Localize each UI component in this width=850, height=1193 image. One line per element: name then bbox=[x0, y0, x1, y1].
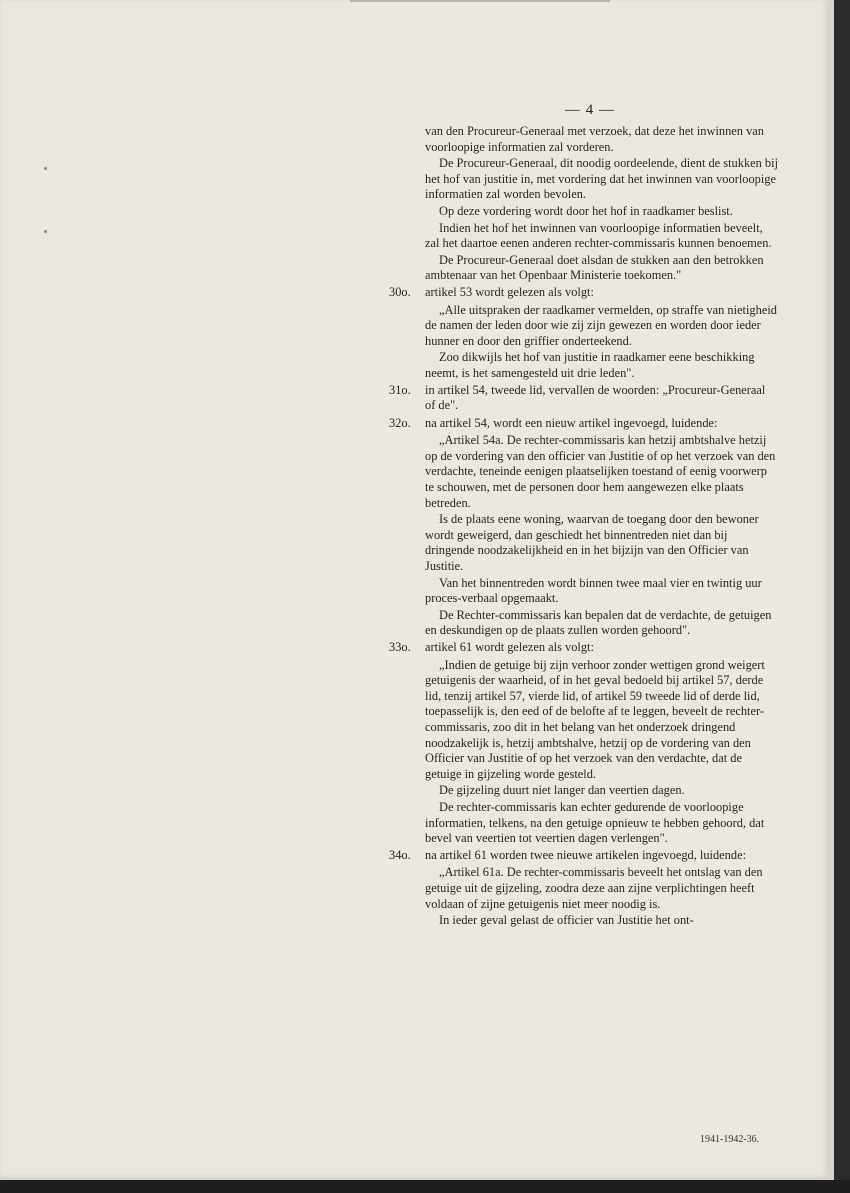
paragraph bbox=[425, 204, 778, 220]
paragraph bbox=[425, 913, 778, 929]
paragraph bbox=[425, 608, 778, 639]
paragraph-text: In ieder geval gelast de officier van Justitie het ont- bbox=[439, 913, 694, 928]
paragraph-text: Indien het hof het inwinnen van voorloopige informatien beveelt, zal het daartoe eenen anderen rechter-commissaris kunnen benoemen. bbox=[425, 220, 772, 251]
punch-mark bbox=[44, 230, 47, 233]
paragraph bbox=[425, 865, 778, 912]
paragraph bbox=[425, 658, 778, 783]
paragraph-text: „Artikel 54a. De rechter-commissaris kan hetzij ambtshalve hetzij op de vordering van den officier van Justitie of op het verzoek van den verdachte, teneinde eenigen plaatselijken toestand of eenig voorwerp te schouwen, met de personen door hem aangewezen elke plaats betreden. bbox=[425, 433, 776, 510]
paragraph-text: De gijzeling duurt niet langer dan veertien dagen. bbox=[439, 783, 685, 798]
paragraph bbox=[425, 156, 778, 203]
item-number: 32o. bbox=[389, 415, 411, 430]
paragraph bbox=[425, 303, 778, 350]
paragraph-text: artikel 53 wordt gelezen als volgt: bbox=[425, 284, 594, 299]
punch-mark bbox=[44, 167, 47, 170]
paragraph bbox=[425, 221, 778, 252]
paragraph-text: na artikel 54, wordt een nieuw artikel ingevoegd, luidende: bbox=[425, 415, 718, 430]
paragraph-text: Is de plaats eene woning, waarvan de toegang door den bewoner wordt geweigerd, dan geschiedt het binnentreden niet dan bij dringende noodzakelijkheid en in het bijzijn van den Officier van Justitie. bbox=[425, 512, 759, 574]
numbered-item bbox=[389, 284, 778, 301]
paragraph-text: na artikel 61 worden twee nieuwe artikelen ingevoegd, luidende: bbox=[425, 847, 747, 862]
paragraph-text: Zoo dikwijls het hof van justitie in raadkamer eene beschikking neemt, is het samengesteld uit drie leden". bbox=[425, 350, 755, 380]
footer-reference: 1941-1942-36. bbox=[700, 1134, 760, 1145]
item-number: 34o. bbox=[389, 847, 411, 862]
paragraph bbox=[425, 350, 778, 381]
item-number: 31o. bbox=[389, 382, 411, 397]
paragraph-text: in artikel 54, tweede lid, vervallen de woorden: „Procureur-Generaal of de". bbox=[425, 382, 766, 413]
numbered-item bbox=[389, 847, 778, 864]
paragraph bbox=[425, 124, 778, 155]
numbered-item bbox=[389, 640, 778, 656]
page-edge-right bbox=[828, 0, 850, 1193]
item-number: 33o. bbox=[389, 640, 411, 654]
paragraph-text: De rechter-commissaris kan echter gedurende de voorloopige informatien, telkens, na den getuige opnieuw te hebben gehoord, dat bevel van veertien tot veertien dagen verlengen". bbox=[425, 799, 765, 846]
page-edge-bottom bbox=[0, 1180, 850, 1193]
paragraph-text: De Procureur-Generaal doet alsdan de stukken aan den betrokken ambtenaar van het Openbaar Ministerie toekomen." bbox=[425, 252, 764, 283]
top-edge-mark bbox=[350, 0, 610, 2]
item-number: 30o. bbox=[389, 284, 411, 299]
paragraph-text: Van het binnentreden wordt binnen twee maal vier en twintig uur proces-verbaal opgemaakt. bbox=[425, 575, 762, 606]
paragraph-text: Op deze vordering wordt door het hof in raadkamer beslist. bbox=[439, 203, 733, 218]
paragraph bbox=[425, 253, 778, 284]
paragraph bbox=[425, 433, 778, 511]
paragraph-text: „Indien de getuige bij zijn verhoor zonder wettigen grond weigert getuigenis der waarheid, of in het geval bedoeld bij artikel 57, derde lid, tenzij artikel 57, vierde lid, of artikel 59 tweede lid of derde lid, toepasselijk is, den eed of de belofte af te leggen, beveelt de rechter-commissaris, zoo dit in het belang van het onderzoek dringend noodzakelijk is, hetzij ambtshalve, hetzij op de vordering van den Officier van Justitie of op het verzoek van den verdachte, dat de getuige in gijzeling worde gesteld. bbox=[425, 657, 765, 781]
numbered-item bbox=[389, 415, 778, 432]
paragraph bbox=[425, 512, 778, 574]
page-number: — 4 — bbox=[565, 102, 615, 118]
paragraph-text: „Artikel 61a. De rechter-commissaris beveelt het ontslag van den getuige uit de gijzeling, zoodra deze aan zijne verplichtingen heeft voldaan of zijne getuigenis niet meer noodig is. bbox=[425, 865, 763, 911]
paragraph-text: De Procureur-Generaal, dit noodig oordeelende, dient de stukken bij het hof van justitie in, met vordering dat het inwinnen van voorloopige informatien zal worden bevolen. bbox=[425, 156, 779, 202]
paragraph bbox=[425, 576, 778, 607]
numbered-item bbox=[389, 382, 778, 414]
paragraph-text: artikel 61 wordt gelezen als volgt: bbox=[425, 640, 594, 654]
paragraph-text: „Alle uitspraken der raadkamer vermelden, op straffe van nietigheid de namen der leden door wie zij zijn gewezen en worden door ieder hunner en door den griffier onderteekend. bbox=[425, 302, 777, 348]
paragraph bbox=[425, 783, 778, 799]
paragraph bbox=[425, 800, 778, 847]
document-body bbox=[389, 124, 779, 930]
paragraph-text: van den Procureur-Generaal met verzoek, dat deze het inwinnen van voorloopige informatien zal vorderen. bbox=[425, 124, 764, 154]
paragraph-text: De Rechter-commissaris kan bepalen dat de verdachte, de getuigen en deskundigen op de plaats zullen worden gehoord". bbox=[425, 607, 772, 638]
